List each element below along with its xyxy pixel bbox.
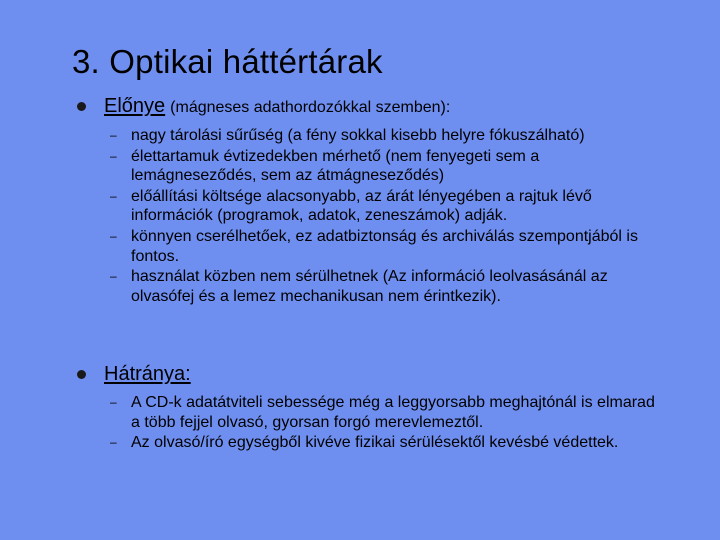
list-item — [77, 393, 661, 432]
disadvantages-section — [77, 362, 677, 454]
dash-icon: – — [110, 128, 117, 142]
list-item-text: Az olvasó/író egységből kivéve fizikai sérülésektől kevésbé védettek. — [131, 434, 619, 452]
advantages-heading-row — [77, 94, 677, 120]
disadvantages-list — [77, 393, 677, 453]
advantages-heading: Előnye — [104, 95, 166, 117]
dash-icon: – — [110, 435, 117, 450]
advantages-heading-suffix: (mágneses adathordozókkal szemben): — [170, 99, 451, 116]
list-item — [77, 227, 661, 266]
bullet-icon — [77, 370, 86, 379]
advantages-section — [77, 94, 677, 307]
dash-icon: – — [110, 148, 117, 163]
list-item — [77, 147, 661, 186]
list-item-text: élettartamuk évtizedekben mérhető (nem fenyegeti sem a lemágneseződés, sem az átmágneseződés) — [131, 147, 540, 185]
dash-icon: – — [110, 188, 117, 203]
dash-icon: – — [110, 395, 117, 409]
list-item — [77, 126, 661, 146]
dash-icon: – — [110, 269, 117, 284]
bullet-icon — [77, 102, 86, 111]
list-item — [77, 433, 661, 453]
disadvantages-heading-row — [77, 362, 677, 387]
list-item — [77, 187, 661, 226]
list-item-text: nagy tárolási sűrűség (a fény sokkal kisebb helyre fókuszálható) — [131, 127, 585, 144]
list-item-text: előállítási költsége alacsonyabb, az árát lényegében a rajtuk lévő információk (programok, adatok, zeneszámok) adják. — [131, 187, 592, 225]
disadvantages-heading: Hátránya: — [104, 363, 191, 385]
list-item — [77, 267, 661, 306]
dash-icon: – — [110, 228, 117, 243]
list-item-text: használat közben nem sérülhetnek (Az információ leolvasásánál az olvasófej és a lemez mechanikusan nem érintkezik). — [131, 268, 608, 305]
list-item-text: könnyen cserélhetőek, ez adatbiztonság és archiválás szempontjából is fontos. — [131, 227, 638, 265]
advantages-list — [77, 126, 677, 306]
list-item-text: A CD-k adatátviteli sebessége még a leggyorsabb meghajtónál is elmarad a több fejjel olvasó, gyorsan forgó merevlemeztől. — [131, 394, 655, 431]
slide-title: 3. Optikai háttértárak — [72, 43, 383, 80]
